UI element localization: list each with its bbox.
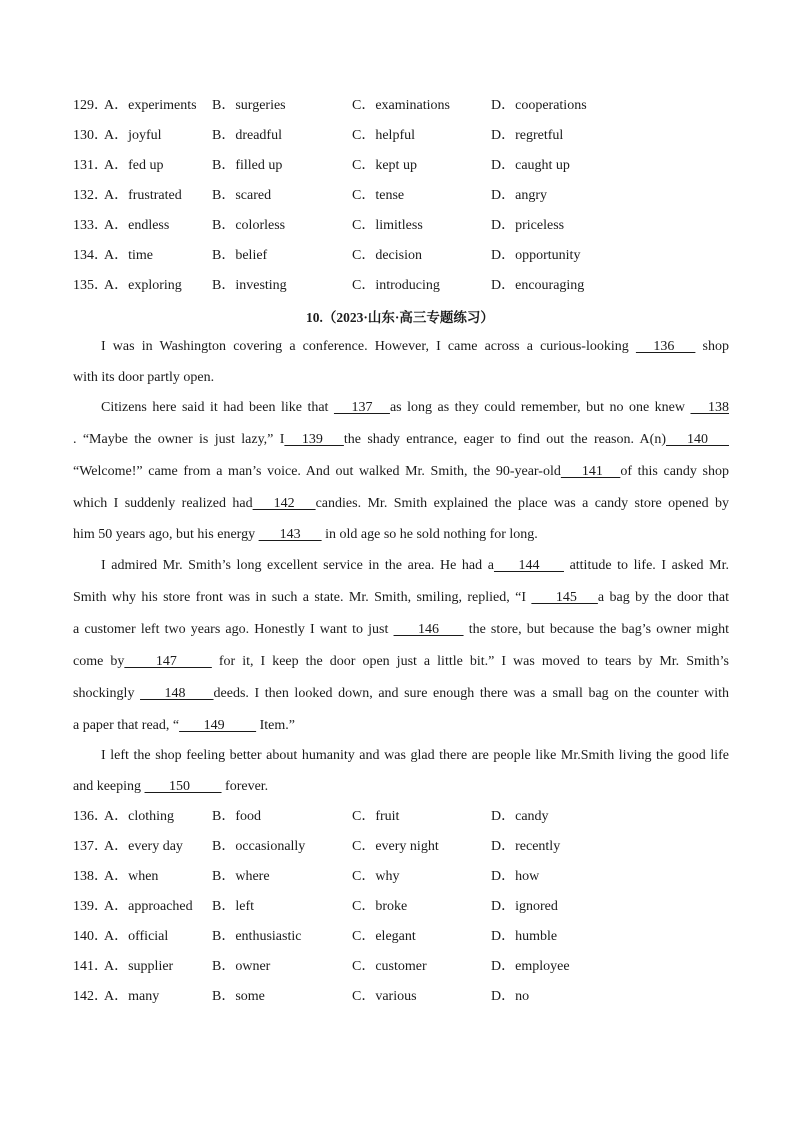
blank-144: 144 [493, 558, 564, 573]
option-b: B．owner [212, 959, 271, 974]
option-d: D．employee [491, 959, 570, 974]
option-a: A．many [104, 989, 160, 1004]
question-row [73, 957, 773, 977]
question-row [73, 897, 773, 917]
question-row [73, 216, 773, 236]
option-d: D．humble [491, 929, 558, 944]
passage-text: shop [695, 339, 730, 354]
option-c: C．elegant [352, 929, 416, 944]
passage-line [101, 397, 729, 419]
passage-text: a customer left two years ago. Honestly I want to just [73, 622, 394, 637]
passage-line [73, 683, 729, 705]
option-c: C．broke [352, 899, 408, 914]
option-a: A．every day [104, 839, 183, 854]
option-d: D．caught up [491, 158, 570, 173]
question-number: 141． [73, 959, 108, 974]
option-c: C．fruit [352, 809, 400, 824]
question-number: 137． [73, 839, 108, 854]
passage-text: a bag by the door that [597, 590, 729, 605]
option-c: C．kept up [352, 158, 417, 173]
question-row [73, 126, 773, 146]
option-a: A．when [104, 869, 159, 884]
option-b: B．occasionally [212, 839, 306, 854]
passage-text: Smith why his store front was in such a state. Mr. Smith, smiling, replied, “I [73, 590, 532, 605]
option-b: B．left [212, 899, 254, 914]
blank-136: 136 [635, 339, 696, 354]
passage-text: . “Maybe the owner is just lazy,” I [73, 432, 285, 447]
option-a: A．supplier [104, 959, 174, 974]
passage-line [73, 429, 729, 451]
option-a: A．joyful [104, 128, 162, 143]
option-b: B．where [212, 869, 270, 884]
option-a: A．time [104, 248, 153, 263]
option-d: D．candy [491, 809, 549, 824]
question-number: 130． [73, 128, 108, 143]
blank-140: 140 [666, 432, 729, 447]
question-number: 136． [73, 809, 108, 824]
option-b: B．investing [212, 278, 287, 293]
blank-141: 141 [560, 464, 621, 479]
option-d: D．priceless [491, 218, 565, 233]
question-number: 140． [73, 929, 108, 944]
blank-143: 143 [258, 527, 322, 542]
passage-text: deeds. I then looked down, and sure enough there was a small bag on the counter with [213, 686, 729, 701]
passage-line [73, 715, 729, 737]
question-number: 135． [73, 278, 108, 293]
passage-text: “Welcome!” came from a man’s voice. And out walked Mr. Smith, the 90-year-old [73, 464, 561, 479]
passage-text: of this candy shop [620, 464, 729, 479]
blank-149: 149 [179, 718, 257, 733]
question-row [73, 246, 773, 266]
passage-text: in old age so he sold nothing for long. [321, 527, 538, 542]
option-d: D．recently [491, 839, 561, 854]
option-d: D．cooperations [491, 98, 587, 113]
question-number: 139． [73, 899, 108, 914]
option-a: A．approached [104, 899, 193, 914]
blank-145: 145 [531, 590, 598, 605]
option-a: A．fed up [104, 158, 164, 173]
blank-150: 150 [144, 779, 222, 794]
option-c: C．examinations [352, 98, 450, 113]
question-number: 134． [73, 248, 108, 263]
passage-line [73, 367, 729, 389]
passage-line [73, 524, 729, 546]
option-a: A．clothing [104, 809, 174, 824]
option-c: C．customer [352, 959, 427, 974]
passage-text: candies. Mr. Smith explained the place was a candy store opened by [315, 496, 729, 511]
question-row [73, 186, 773, 206]
blank-139: 139 [284, 432, 344, 447]
option-c: C．why [352, 869, 400, 884]
question-row [73, 807, 773, 827]
question-row [73, 927, 773, 947]
option-b: B．surgeries [212, 98, 286, 113]
question-row [73, 987, 773, 1007]
passage-text: shockingly [73, 686, 141, 701]
option-c: C．various [352, 989, 417, 1004]
option-b: B．colorless [212, 218, 286, 233]
option-c: C．tense [352, 188, 405, 203]
question-row [73, 276, 773, 296]
blank-147: 147 [124, 654, 212, 669]
option-d: D．opportunity [491, 248, 581, 263]
option-b: B．belief [212, 248, 268, 263]
passage-line [101, 336, 729, 358]
option-d: D．no [491, 989, 530, 1004]
option-b: B．filled up [212, 158, 283, 173]
passage-text: the shady entrance, eager to find out the reason. A(n) [343, 432, 666, 447]
passage-text: forever. [221, 779, 269, 794]
passage-text: for it, I keep the door open just a little bit.” I was moved to tears by Mr. Smith’s [211, 654, 729, 669]
passage-line [73, 651, 729, 673]
option-b: B．scared [212, 188, 272, 203]
passage-text: I left the shop feeling better about humanity and was glad there are people like Mr.Smith living the good life [101, 748, 729, 763]
question-number: 129． [73, 98, 108, 113]
passage-line [101, 745, 729, 767]
option-b: B．dreadful [212, 128, 282, 143]
blank-146: 146 [393, 622, 464, 637]
option-d: D．ignored [491, 899, 558, 914]
passage-line [73, 619, 729, 641]
passage-text: and keeping [73, 779, 145, 794]
blank-137: 137 [333, 400, 390, 415]
passage-text: Citizens here said it had been like that [101, 400, 334, 415]
option-a: A．exploring [104, 278, 182, 293]
passage-text: I was in Washington covering a conference. However, I came across a curious-looking [101, 339, 636, 354]
option-c: C．limitless [352, 218, 423, 233]
section-heading: 10.（2023·山东·高三专题练习） [306, 310, 494, 325]
passage-text: Item.” [256, 718, 295, 733]
question-row [73, 867, 773, 887]
blank-148: 148 [140, 686, 214, 701]
passage-line [73, 493, 729, 515]
option-c: C．every night [352, 839, 439, 854]
passage-line [73, 587, 729, 609]
passage-line [101, 555, 729, 577]
question-number: 142． [73, 989, 108, 1004]
passage-text: as long as they could remember, but no one knew [389, 400, 691, 415]
passage-line [73, 461, 729, 483]
passage-text: him 50 years ago, but his energy [73, 527, 259, 542]
passage-text: I admired Mr. Smith’s long excellent service in the area. He had a [101, 558, 494, 573]
option-a: A．official [104, 929, 169, 944]
question-number: 133． [73, 218, 108, 233]
passage-text: the store, but because the bag’s owner might [463, 622, 729, 637]
option-a: A．endless [104, 218, 170, 233]
passage-text: come by [73, 654, 125, 669]
blank-138: 138 [690, 400, 729, 415]
question-row [73, 156, 773, 176]
option-a: A．frustrated [104, 188, 182, 203]
passage-text: a paper that read, “ [73, 718, 180, 733]
question-row [73, 96, 773, 116]
option-b: B．food [212, 809, 261, 824]
option-c: C．introducing [352, 278, 440, 293]
passage-text: attitude to life. I asked Mr. [563, 558, 729, 573]
option-d: D．angry [491, 188, 547, 203]
option-b: B．enthusiastic [212, 929, 302, 944]
option-a: A．experiments [104, 98, 197, 113]
passage-line [73, 776, 729, 798]
blank-142: 142 [252, 496, 316, 511]
question-row [73, 837, 773, 857]
passage-text: with its door partly open. [73, 370, 215, 385]
option-d: D．how [491, 869, 540, 884]
question-number: 131． [73, 158, 108, 173]
option-d: D．encouraging [491, 278, 585, 293]
question-number: 138． [73, 869, 108, 884]
question-number: 132． [73, 188, 108, 203]
option-d: D．regretful [491, 128, 564, 143]
option-c: C．helpful [352, 128, 415, 143]
option-c: C．decision [352, 248, 422, 263]
option-b: B．some [212, 989, 265, 1004]
passage-text: which I suddenly realized had [73, 496, 253, 511]
